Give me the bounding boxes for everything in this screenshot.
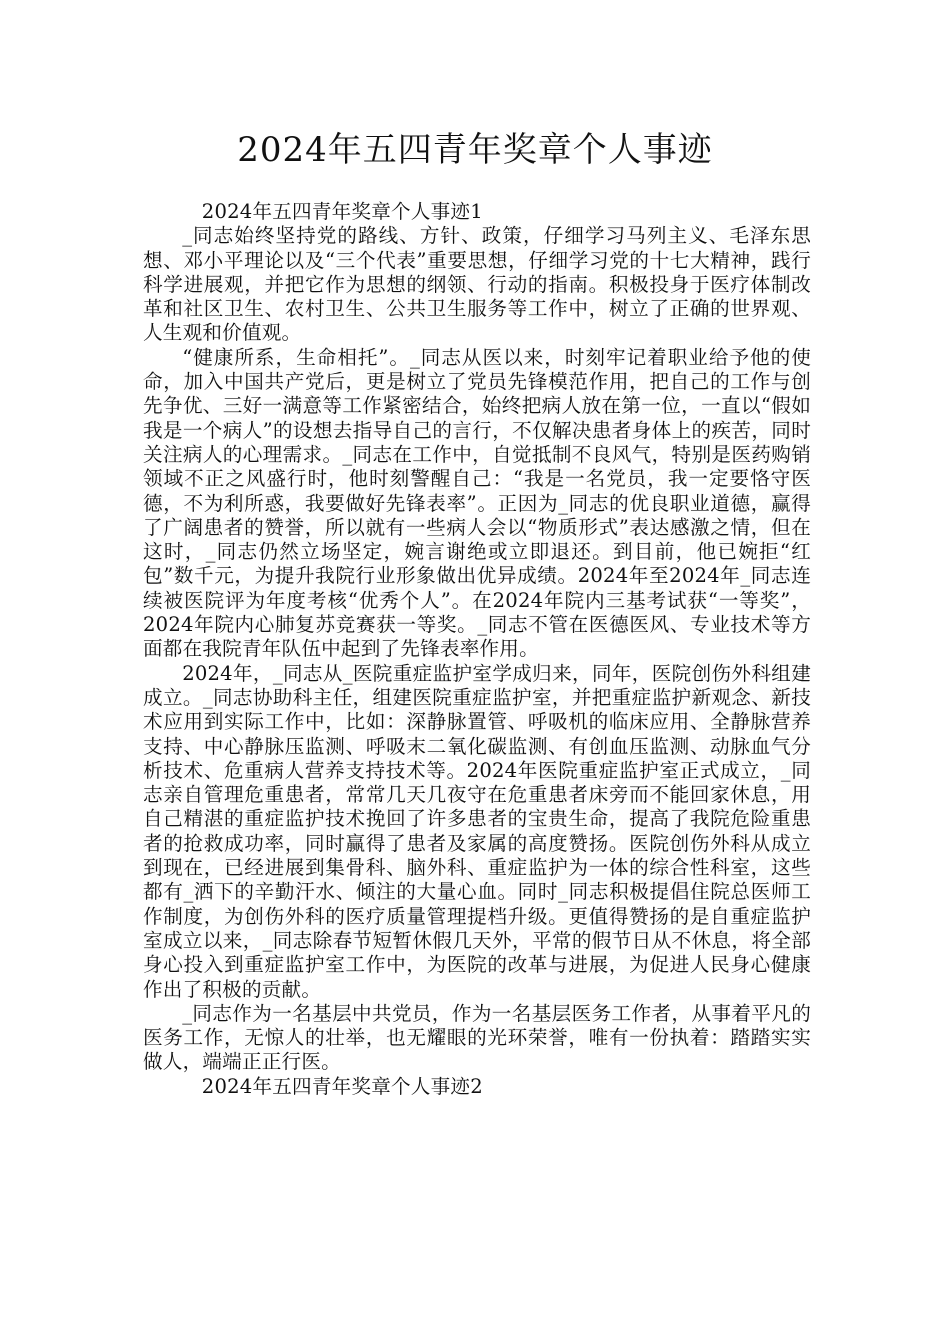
paragraph-3: 2024年，_同志从_医院重症监护室学成归来，同年，医院创伤外科组建成立。_同志协助科主任，组建医院重症监护室，并把重症监护新观念、新技术应用到实际工作中，比如：深静脉置管、呼吸机的临床应用、全静脉营养支持、中心静脉压监测、呼吸末二氧化碳监测、有创血压监测、动脉血气分析技术、危重病人营养支持技术等。2024年医院重症监护室正式成立，_同志亲自管理危重患者，常常几天几夜守在危重患者床旁而不能回家休息，用自己精湛的重症监护技术挽回了许多患者的宝贵生命，提高了我院危险重患者的抢救成功率，同时赢得了患者及家属的高度赞扬。医院创伤外科从成立到现在，已经进展到集骨科、脑外科、重症监护为一体的综合性科室，这些都有_洒下的辛勤汗水、倾注的大量心血。同时_同志积极提倡住院总医师工作制度，为创伤外科的医疗质量管理提档升级。更值得赞扬的是自重症监护室成立以来，_同志除春节短暂休假几天外，平常的假节日从不休息，将全部身心投入到重症监护室工作中，为医院的改革与进展，为促进人民身心健康作出了积极的贡献。	[143, 661, 811, 1001]
paragraph-4: _同志作为一名基层中共党员，作为一名基层医务工作者，从事着平凡的医务工作，无惊人的壮举，也无耀眼的光环荣誉，唯有一份执着：踏踏实实做人，端端正正行医。	[143, 1001, 811, 1074]
paragraph-2: “健康所系，生命相托”。_同志从医以来，时刻牢记着职业给予他的使命，加入中国共产党后，更是树立了党员先锋模范作用，把自己的工作与创先争优、三好一满意等工作紧密结合，始终把病人放在第一位，一直以“假如我是一个病人”的设想去指导自己的言行，不仅解决患者身体上的疾苦，同时关注病人的心理需求。_同志在工作中，自觉抵制不良风气，特别是医药购销领域不正之风盛行时，他时刻警醒自己：“我是一名党员，我一定要恪守医德，不为利所惑，我要做好先锋表率”。正因为_同志的优良职业道德，赢得了广阔患者的赞誉，所以就有一些病人会以“物质形式”表达感激之情，但在这时，_同志仍然立场坚定，婉言谢绝或立即退还。到目前，他已婉拒“红包”数千元，为提升我院行业形象做出优异成绩。2024年至2024年_同志连续被医院评为年度考核“优秀个人”。在2024年院内三基考试获“一等奖”，2024年院内心肺复苏竞赛获一等奖。_同志不管在医德医风、专业技术等方面都在我院青年队伍中起到了先锋表率作用。	[143, 345, 811, 661]
paragraph-1: _同志始终坚持党的路线、方针、政策，仔细学习马列主义、毛泽东思想、邓小平理论以及“三个代表”重要思想，仔细学习党的十七大精神，践行科学进展观，并把它作为思想的纲领、行动的指南。积极投身于医疗体制改革和社区卫生、农村卫生、公共卫生服务等工作中，树立了正确的世界观、人生观和价值观。	[143, 224, 811, 345]
document-body	[143, 200, 811, 1099]
document-title: 2024年五四青年奖章个人事迹	[237, 130, 713, 170]
section-heading-2: 2024年五四青年奖章个人事迹2	[201, 1074, 483, 1098]
section-heading-1: 2024年五四青年奖章个人事迹1	[201, 200, 483, 223]
